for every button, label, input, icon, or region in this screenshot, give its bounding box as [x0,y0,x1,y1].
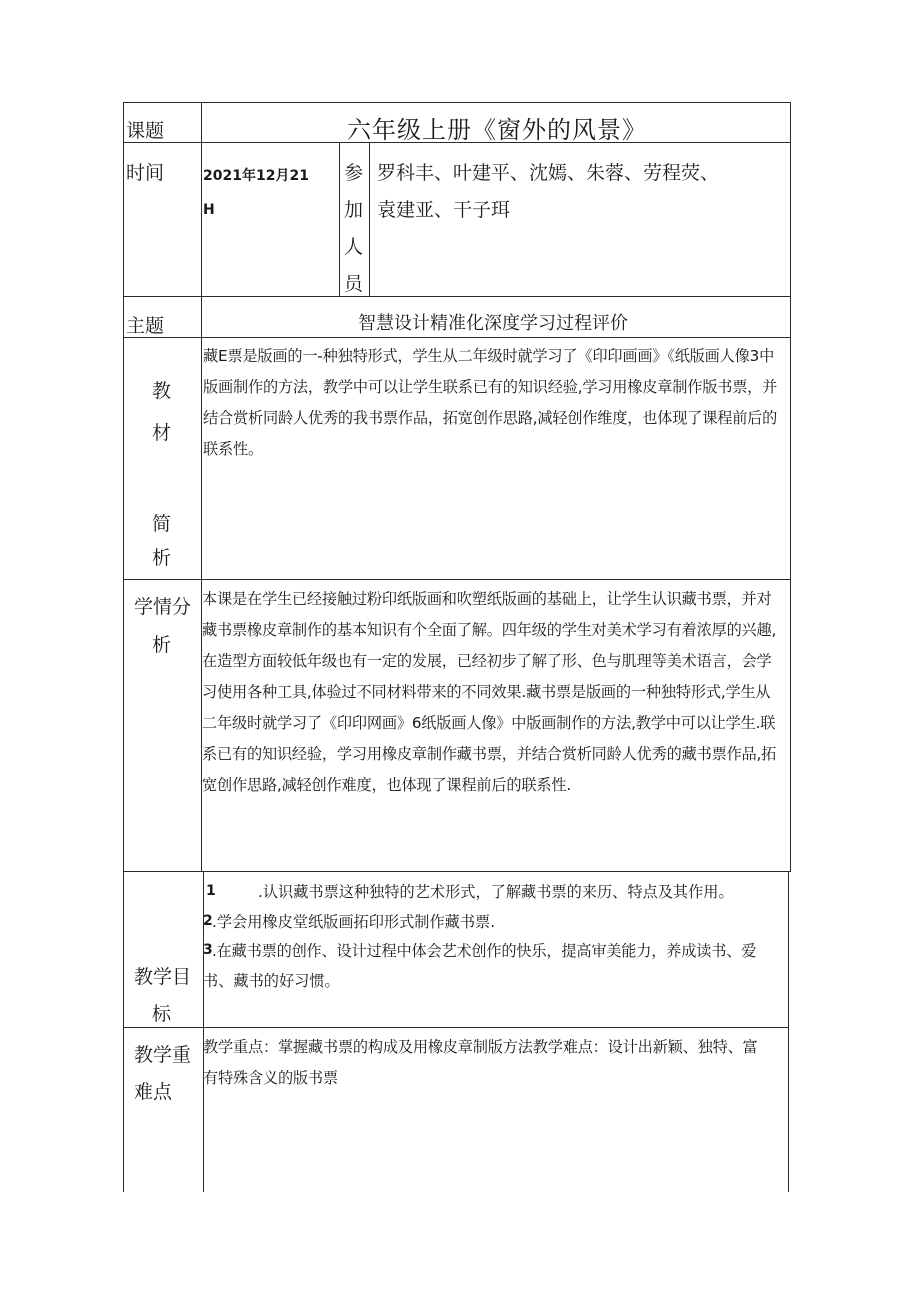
topic-label: 课题 [126,120,165,142]
table-border [123,579,791,580]
analysis-text [202,584,776,801]
objectives-label: 标 [152,1003,172,1025]
material-text [203,341,777,465]
participants-label-char: 加 [344,199,364,221]
material-label-char: 教 [152,380,172,402]
participants-line: 罗科丰、叶建平、沈嫣、朱蓉、劳程荧、 [377,162,720,184]
analysis-line: 藏书票橡皮章制作的基本知识有个全面了解。四年级的学生对美术学习有着浓厚的兴趣, [202,621,777,639]
objective-number: 2 [203,913,213,929]
participants-line: 袁建亚、干子珥 [377,199,511,221]
key-points-label: 教学重 [134,1044,192,1066]
material-line: 结合赏析同龄人优秀的我书票作品，拓宽创作思路,减轻创作维度，也体现了课程前后的 [203,409,778,427]
analysis-line: 在造型方面较低年级也有一定的发展，已经初步了解了形、色与肌理等美术语言，会学 [202,652,772,670]
key-points-line: 教学重点：掌握藏书票的构成及用橡皮章制版方法教学难点：设计出新颖、独特、富 [203,1038,758,1056]
theme-label: 主题 [126,315,165,337]
analysis-line: 本课是在学生已经接触过粉印纸版画和吹塑纸版画的基础上，让学生认识藏书票，并对 [202,590,772,608]
material-label-char: 材 [152,422,172,444]
table-border [123,871,791,872]
objective-text: .学会用橡皮堂纸版画拓印形式制作藏书票. [212,913,496,931]
analysis-line: 宽创作思路,减轻创作难度，也体现了课程前后的联系性. [202,776,571,794]
material-line: 藏E票是版画的一-种独特形式，学生从二年级时就学习了《印印画画》《纸版画人像3中 [203,347,775,365]
analysis-label: 学情分 [134,596,192,618]
table-border [123,102,124,1192]
time-date: 2021年12月21 [203,168,309,184]
participants-label-char: 人 [344,236,364,258]
analysis-line: 系已有的知识经验，学习用橡皮章制作藏书票，并结合赏析同龄人优秀的藏书票作品,拓 [202,745,777,763]
key-points-line: 有特殊含义的版书票 [203,1069,338,1087]
material-line: 版画制作的方法，教学中可以让学生联系已有的知识经验,学习用橡皮章制作版书票，并 [203,378,778,396]
time-date-suffix: H [203,202,215,218]
table-border [369,142,370,297]
table-border [790,102,791,872]
table-border [123,337,791,338]
material-label-char: 简 [152,513,172,535]
theme-value: 智慧设计精准化深度学习过程评价 [358,313,628,334]
objective-number: 3 [203,942,213,958]
table-border [339,142,340,297]
analysis-line: 习使用各种工具,体验过不同材料带来的不同效果.藏书票是版画的一种独特形式,学生从 [202,683,771,701]
key-points-label: 难点 [134,1081,173,1103]
analysis-label: 析 [152,634,172,656]
objective-continuation: 书、藏书的好习惯。 [203,972,340,990]
table-border [123,102,791,103]
material-line: 联系性。 [203,440,263,458]
objective-text: .认识藏书票这种独特的艺术形式，了解藏书票的来历、特点及其作用。 [258,883,734,901]
participants-label-char: 员 [344,273,364,295]
participants-label-char: 参 [344,162,364,184]
objective-text: .在藏书票的创作、设计过程中体会艺术创作的快乐，提高审美能力，养成读书、爱 [212,942,757,960]
objectives-label: 教学目 [134,966,192,988]
objective-number: 1 [206,883,216,899]
time-label: 时间 [126,162,165,184]
table-border [123,1027,789,1028]
analysis-line: 二年级时就学习了《印印网画》6纸版画人像》中版画制作的方法,教学中可以让学生.联 [202,714,776,732]
table-border [788,871,789,1192]
key-points-text [203,1032,758,1094]
table-border [123,296,791,297]
topic-title: 六年级上册《窗外的风景》 [347,116,647,144]
material-label-char: 析 [152,547,172,569]
